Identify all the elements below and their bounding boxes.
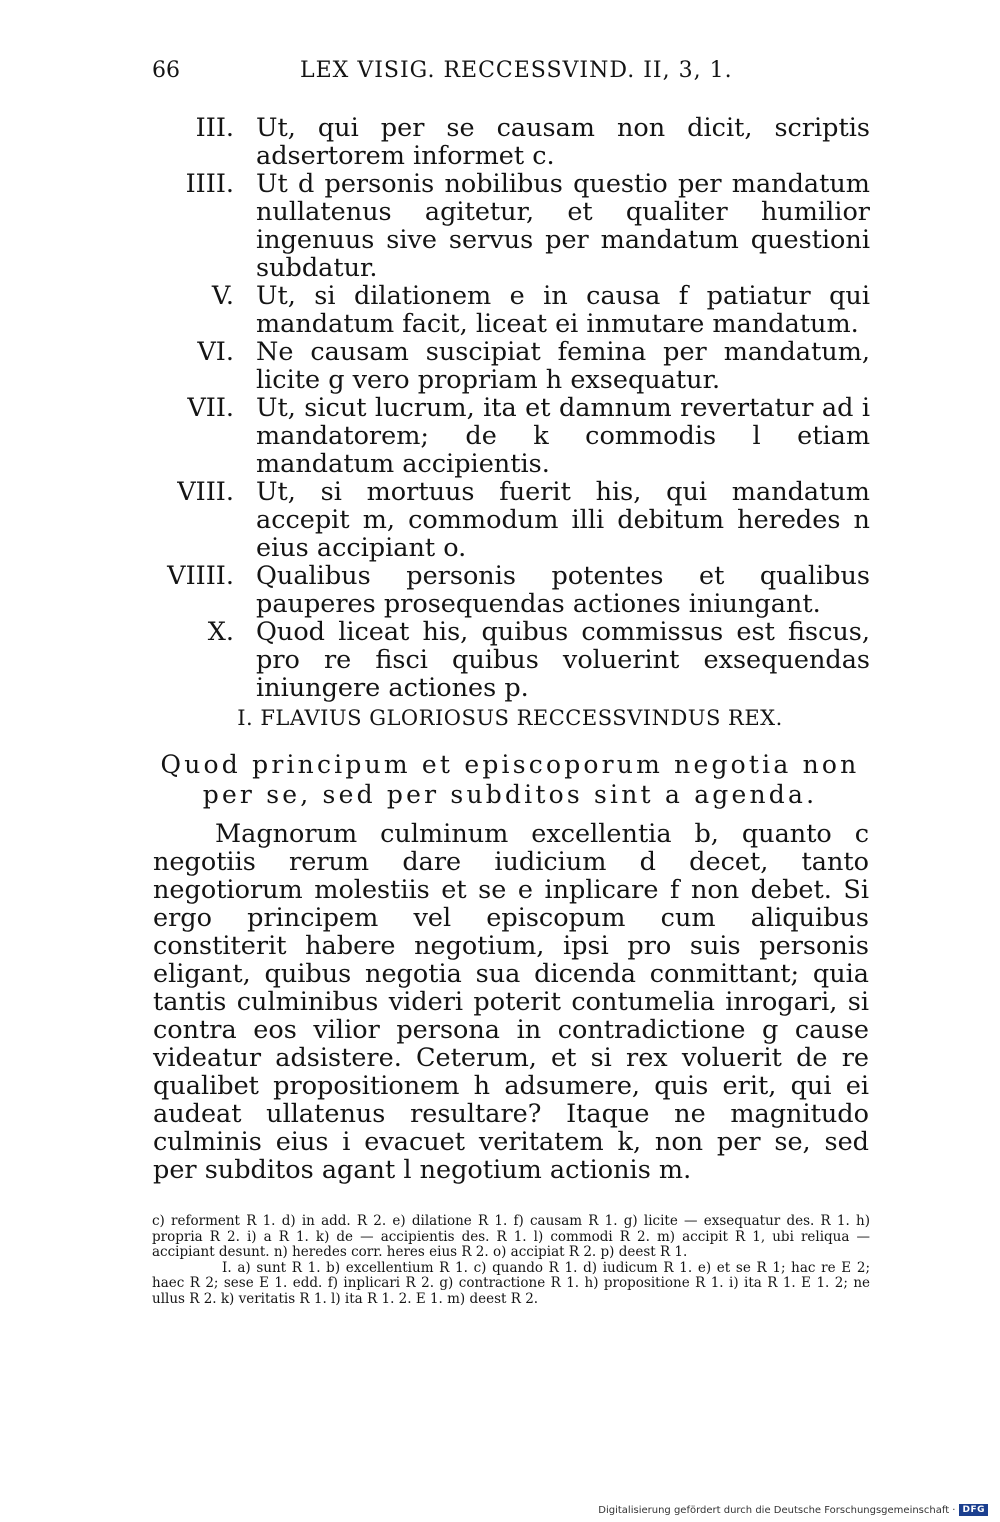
toc-item	[150, 282, 870, 338]
toc-text: Ut, si mortuus fuerit his, qui mandatum accepit m, commodum illi debitum heredes n eius accipiant o.	[256, 477, 870, 563]
toc-text: Qualibus personis potentes et qualibus pauperes prosequendas actiones iniungant.	[256, 561, 870, 619]
law-title: Quod principum et episcoporum negotia non per se, sed per subditos sint a agenda.	[160, 750, 860, 809]
credit-text: Digitalisierung gefördert durch die Deutsche Forschungsgemeinschaft ·	[598, 1504, 956, 1516]
chapter-contents	[150, 114, 870, 702]
toc-item	[150, 114, 870, 170]
toc-text: Ne causam suscipiat femina per mandatum, licite g vero propriam h exsequatur.	[256, 337, 870, 395]
toc-text: Ut d personis nobilibus questio per mandatum nullatenus agitetur, et qualiter humilior ingenuus sive servus per mandatum questioni subdatur.	[256, 169, 870, 283]
running-head: LEX VISIG. RECCESSVIND. II, 3, 1.	[300, 58, 733, 83]
toc-item	[150, 338, 870, 394]
toc-item	[150, 618, 870, 702]
toc-numeral: VIIII.	[167, 561, 234, 591]
law-heading: I. FLAVIUS GLORIOSUS RECCESSVINDUS REX.	[237, 706, 783, 730]
toc-text: Ut, si dilationem e in causa f patiatur qui mandatum facit, liceat ei inmutare mandatum.	[256, 281, 870, 339]
footnotes-law-one: I. a) sunt R 1. b) excellentium R 1. c) quando R 1. d) iudicum R 1. e) et se R 1; hac re E 2; haec R 2; sese E 1. edd. f) inplicari R 2. g) contractione R 1. h) propositione R 1. i) ita R 1. E 1. 2; ne ullus R 2. k) veritatis R 1. l) ita R 1. 2. E 1. m) deest R 2.	[152, 1259, 870, 1307]
toc-text: Ut, qui per se causam non dicit, scriptis adsertorem informet c.	[256, 113, 870, 171]
toc-numeral: V.	[211, 281, 234, 311]
dfg-logo: DFG	[959, 1504, 988, 1516]
toc-item	[150, 394, 870, 478]
toc-numeral: VIII.	[177, 477, 234, 507]
toc-text: Ut, sicut lucrum, ita et damnum revertatur ad i mandatorem; de k commodis l etiam mandatum accipientis.	[256, 393, 870, 479]
toc-item	[150, 562, 870, 618]
page-number: 66	[152, 58, 180, 83]
law-body: Magnorum culminum excellentia b, quanto c negotiis rerum dare iudicium d decet, tanto negotiorum molestiis et se e inplicare f non debet. Si ergo principem vel episcopum cum aliquibus constiterit habere negotium, ipsi pro suis personis eligant, quibus negotia sua dicenda conmittant; quia tantis culminibus videri poterit contumelia inrogari, si contra eos vilior persona in contradictione g cause videatur adsistere. Ceterum, et si rex voluerit de re qualibet propositionem h adsumere, quis erit, qui ei audeat ullatenus resultare? Itaque ne magnitudo culminis eius i evacuet veritatem k, non per se, sed per subditos agant l negotium actionis m.	[153, 819, 869, 1185]
footnotes-chapter-list: c) reforment R 1. d) in add. R 2. e) dilatione R 1. f) causam R 1. g) licite — exsequatur des. R 1. h) propria R 2. i) a R 1. k) de — accipientis des. R 1. l) commodi R 2. m) accipit R 1, ubi reliqua — accipiant desunt. n) heredes corr. heres eius R 2. o) accipiat R 2. p) deest R 1.	[152, 1213, 870, 1260]
toc-numeral: III.	[195, 113, 234, 143]
toc-text: Quod liceat his, quibus commissus est fiscus, pro re fisci quibus voluerint exsequendas iniungere actiones p.	[256, 617, 870, 703]
toc-numeral: IIII.	[185, 169, 234, 199]
toc-numeral: VI.	[197, 337, 234, 367]
footnotes	[152, 1214, 870, 1307]
toc-item	[150, 170, 870, 282]
toc-item	[150, 478, 870, 562]
toc-numeral: X.	[207, 617, 234, 647]
toc-numeral: VII.	[187, 393, 234, 423]
digitization-credit	[598, 1504, 988, 1516]
